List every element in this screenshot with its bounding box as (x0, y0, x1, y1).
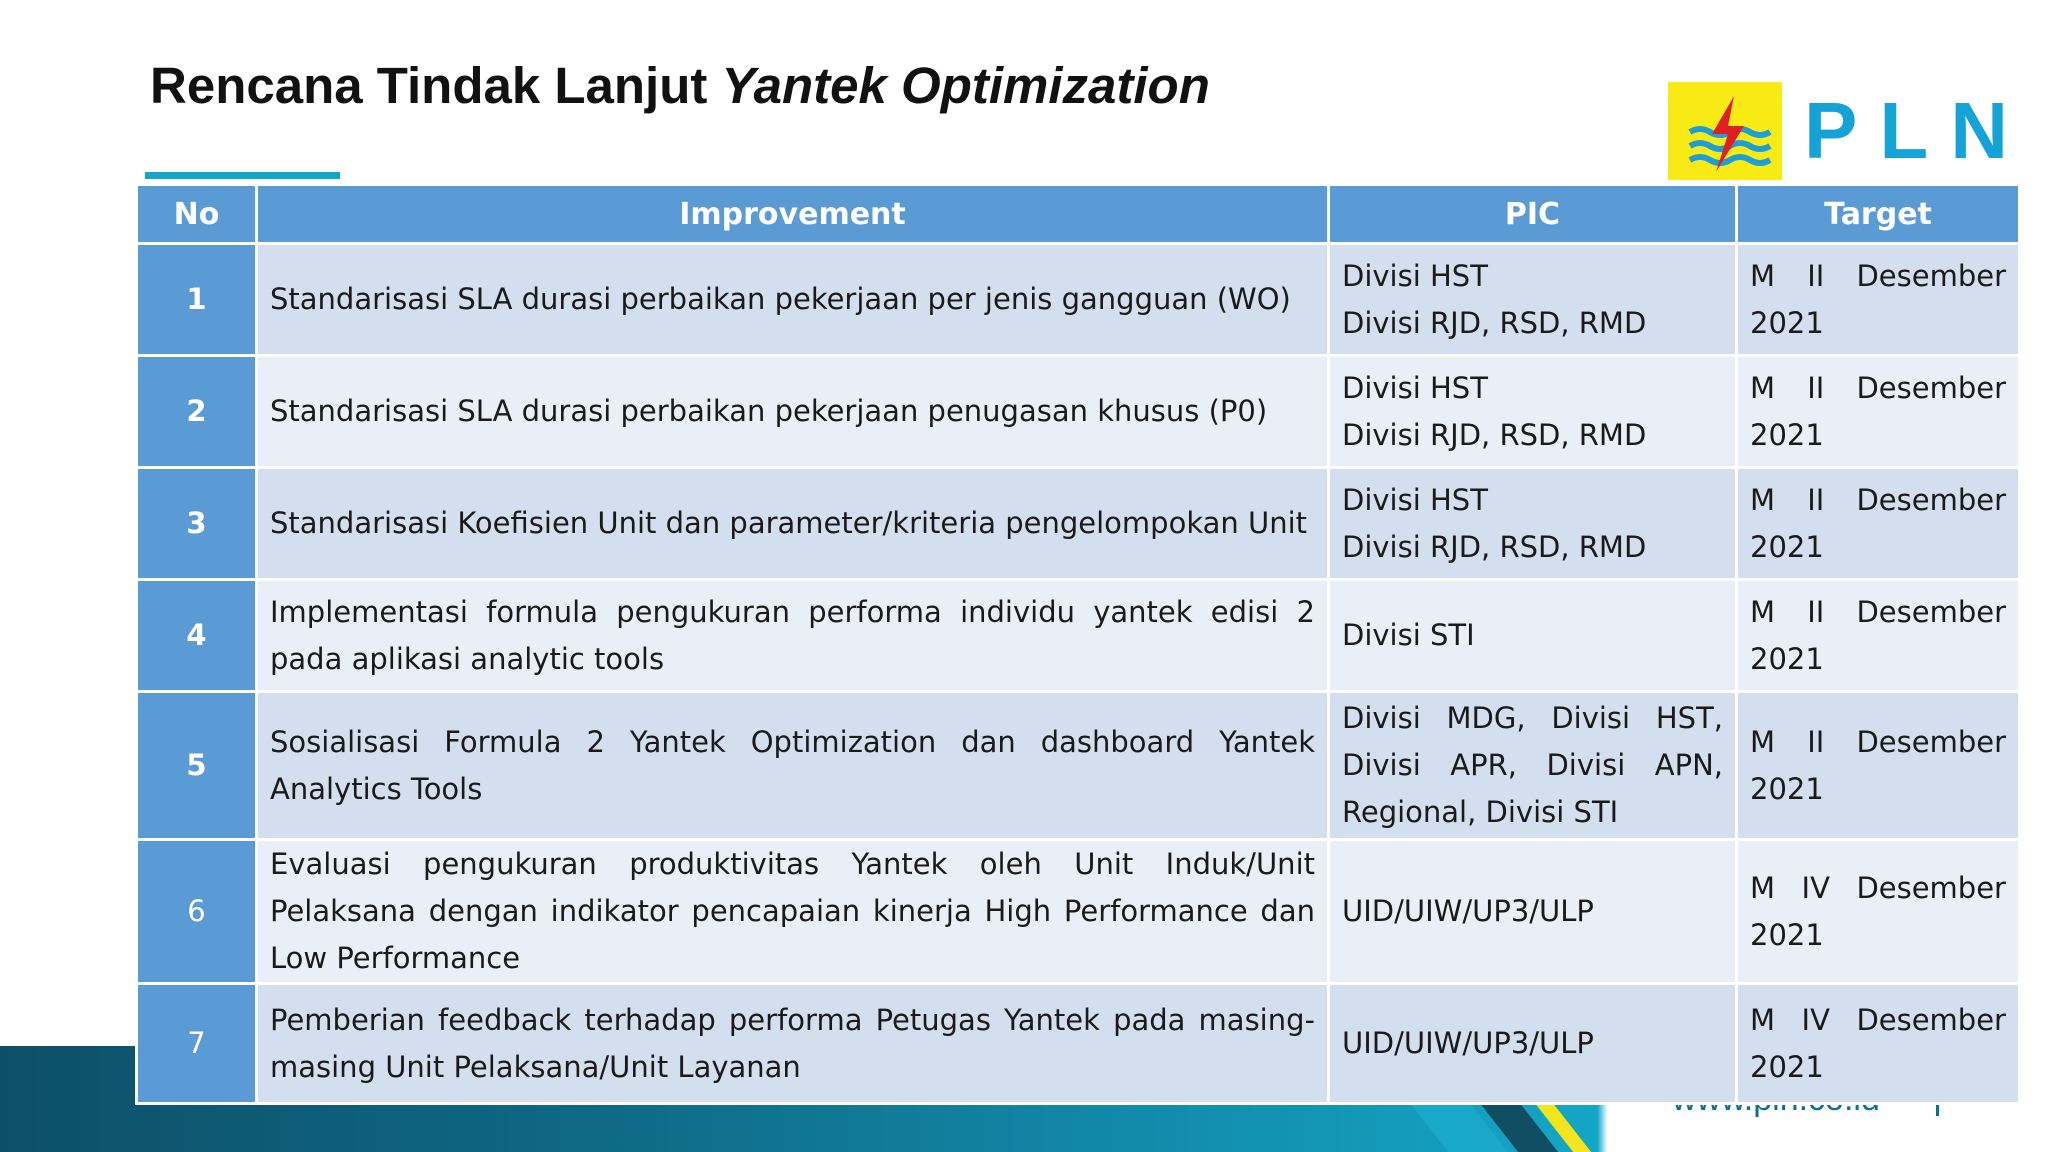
action-plan-table (135, 183, 2021, 1105)
target-week: IV (1801, 1002, 1830, 1037)
pln-logo-icon (1668, 82, 1782, 180)
table-row (137, 984, 2020, 1104)
title-italic: Yantek Optimization (721, 57, 1210, 114)
table-row (137, 692, 2020, 840)
column-header-no: No (137, 185, 257, 244)
target-month: M (1750, 870, 1776, 905)
target-year: 2021 (1750, 1049, 1824, 1084)
pic-cell: Divisi MDG, Divisi HST, Divisi APR, Divisi APN, Regional, Divisi STI (1329, 692, 1737, 840)
target-cell (1737, 356, 2020, 468)
target-year: 2021 (1750, 917, 1824, 952)
row-number: 5 (137, 692, 257, 840)
pic-line: Divisi HST (1342, 258, 1488, 293)
row-number: 3 (137, 468, 257, 580)
target-month: M (1750, 1002, 1776, 1037)
table-row (137, 468, 2020, 580)
pic-line: Divisi RJD, RSD, RMD (1342, 305, 1647, 340)
target-month: M (1750, 370, 1776, 405)
improvement-cell: Evaluasi pengukuran produktivitas Yantek oleh Unit Induk/Unit Pelaksana dengan indikator pencapaian kinerja High Performance dan Low Performance (257, 840, 1329, 984)
target-week: II (1807, 258, 1825, 293)
pic-cell (1329, 580, 1737, 692)
column-header-pic: PIC (1329, 185, 1737, 244)
improvement-cell: Sosialisasi Formula 2 Yantek Optimization dan dashboard Yantek Analytics Tools (257, 692, 1329, 840)
target-year: 2021 (1750, 641, 1824, 676)
target-year: 2021 (1750, 417, 1824, 452)
target-month: M (1750, 258, 1776, 293)
target-cell (1737, 840, 2020, 984)
pic-cell (1329, 356, 1737, 468)
target-month-name: Desember (1856, 258, 2006, 293)
row-number: 7 (137, 984, 257, 1104)
target-month-name: Desember (1856, 724, 2006, 759)
target-year: 2021 (1750, 529, 1824, 564)
row-number: 4 (137, 580, 257, 692)
pln-logo (1668, 82, 2030, 180)
target-year: 2021 (1750, 305, 1824, 340)
target-month-name: Desember (1856, 370, 2006, 405)
row-number: 2 (137, 356, 257, 468)
target-cell (1737, 580, 2020, 692)
table-row (137, 244, 2020, 356)
target-cell (1737, 468, 2020, 580)
target-month: M (1750, 724, 1776, 759)
target-cell (1737, 692, 2020, 840)
target-week: II (1807, 594, 1825, 629)
target-cell (1737, 244, 2020, 356)
row-number: 6 (137, 840, 257, 984)
table-row (137, 840, 2020, 984)
target-year: 2021 (1750, 771, 1824, 806)
row-number: 1 (137, 244, 257, 356)
target-week: IV (1801, 870, 1830, 905)
pic-line: Divisi RJD, RSD, RMD (1342, 417, 1647, 452)
page-title (150, 56, 1210, 115)
table-row (137, 580, 2020, 692)
target-month: M (1750, 482, 1776, 517)
column-header-target: Target (1737, 185, 2020, 244)
title-underline (145, 172, 340, 179)
table-row (137, 356, 2020, 468)
pic-line: Divisi HST (1342, 370, 1488, 405)
improvement-cell: Implementasi formula pengukuran performa individu yantek edisi 2 pada aplikasi analytic tools (257, 580, 1329, 692)
target-cell (1737, 984, 2020, 1104)
target-month-name: Desember (1856, 594, 2006, 629)
pic-cell (1329, 244, 1737, 356)
pic-cell (1329, 468, 1737, 580)
target-month-name: Desember (1856, 870, 2006, 905)
target-month: M (1750, 594, 1776, 629)
pic-line: Divisi HST (1342, 482, 1488, 517)
pic-line: Divisi STI (1342, 618, 1475, 652)
improvement-cell: Standarisasi Koefisien Unit dan parameter/kriteria pengelompokan Unit (257, 468, 1329, 580)
improvement-cell: Standarisasi SLA durasi perbaikan pekerjaan per jenis gangguan (WO) (257, 244, 1329, 356)
table-header-row (137, 185, 2020, 244)
title-plain: Rencana Tindak Lanjut (150, 57, 708, 114)
pic-cell: UID/UIW/UP3/ULP (1329, 840, 1737, 984)
improvement-cell: Standarisasi SLA durasi perbaikan pekerjaan penugasan khusus (P0) (257, 356, 1329, 468)
target-month-name: Desember (1856, 1002, 2006, 1037)
target-month-name: Desember (1856, 482, 2006, 517)
target-week: II (1807, 370, 1825, 405)
pic-line: Divisi RJD, RSD, RMD (1342, 529, 1647, 564)
pln-logo-text: PLN (1804, 86, 2030, 175)
target-week: II (1807, 482, 1825, 517)
column-header-improvement: Improvement (257, 185, 1329, 244)
pic-cell: UID/UIW/UP3/ULP (1329, 984, 1737, 1104)
improvement-cell: Pemberian feedback terhadap performa Petugas Yantek pada masing-masing Unit Pelaksana/Unit Layanan (257, 984, 1329, 1104)
target-week: II (1807, 724, 1825, 759)
